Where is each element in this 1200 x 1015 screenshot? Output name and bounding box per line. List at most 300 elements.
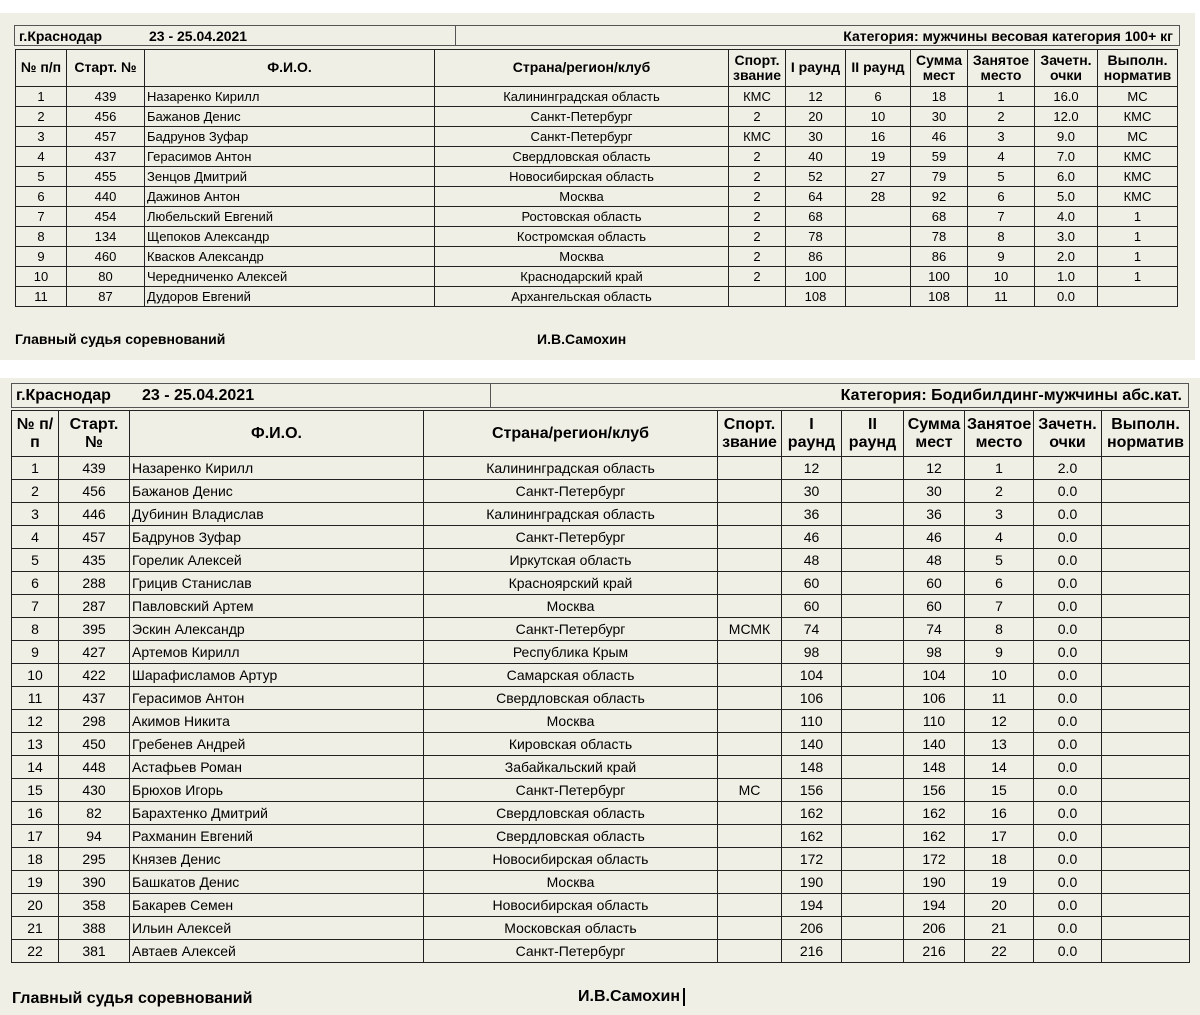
col-name-cell: Гребенев Андрей: [130, 733, 424, 756]
col-round-1-cell: 162: [782, 802, 842, 825]
col-sum-cell: 104: [904, 664, 965, 687]
col-name-cell: Бадрунов Зуфар: [145, 127, 435, 147]
col-rank-header: Спорт. звание: [729, 50, 786, 87]
col-sum-cell: 68: [911, 207, 968, 227]
col-sum-cell: 59: [911, 147, 968, 167]
col-points-cell: 0.0: [1034, 802, 1102, 825]
col-norm-cell: 1: [1098, 207, 1178, 227]
col-num-cell: 2: [12, 480, 59, 503]
table-row: [12, 687, 1190, 710]
col-round-2-cell: [842, 549, 904, 572]
col-place-cell: 4: [968, 147, 1035, 167]
col-start-no-cell: 295: [59, 848, 130, 871]
table-row: [12, 480, 1190, 503]
col-region-cell: Санкт-Петербург: [435, 107, 729, 127]
col-norm-cell: [1102, 848, 1190, 871]
col-region-cell: Московская область: [424, 917, 718, 940]
col-points-cell: 6.0: [1035, 167, 1098, 187]
col-place-cell: 7: [965, 595, 1034, 618]
col-place-cell: 8: [968, 227, 1035, 247]
col-points-cell: 1.0: [1035, 267, 1098, 287]
col-num-cell: 7: [16, 207, 67, 227]
col-points-cell: 16.0: [1035, 87, 1098, 107]
table-row: [12, 618, 1190, 641]
col-round-2-cell: [842, 825, 904, 848]
col-region-cell: Санкт-Петербург: [424, 940, 718, 963]
col-points-cell: 0.0: [1034, 572, 1102, 595]
col-start-no-cell: 460: [67, 247, 145, 267]
col-norm-header: Выполн. норматив: [1102, 411, 1190, 457]
col-name-cell: Зенцов Дмитрий: [145, 167, 435, 187]
col-start-no-cell: 450: [59, 733, 130, 756]
col-round-2-cell: 6: [846, 87, 911, 107]
text-cursor: [683, 988, 685, 1006]
col-rank-cell: [718, 572, 782, 595]
col-place-cell: 5: [968, 167, 1035, 187]
col-round-2-cell: [842, 664, 904, 687]
table-row: [16, 107, 1178, 127]
col-sum-cell: 48: [904, 549, 965, 572]
col-place-header: Занятое место: [965, 411, 1034, 457]
col-num-cell: 13: [12, 733, 59, 756]
table-row: [16, 127, 1178, 147]
col-start-no-header: Старт. №: [59, 411, 130, 457]
table-row: [12, 457, 1190, 480]
col-round-2-cell: [842, 457, 904, 480]
col-rank-cell: МСМК: [718, 618, 782, 641]
col-norm-cell: 1: [1098, 267, 1178, 287]
col-place-header: Занятое место: [968, 50, 1035, 87]
col-round-1-cell: 108: [786, 287, 846, 307]
col-points-cell: 0.0: [1034, 940, 1102, 963]
col-name-cell: Брюхов Игорь: [130, 779, 424, 802]
table-row: [12, 756, 1190, 779]
col-sum-cell: 78: [911, 227, 968, 247]
col-norm-header: Выполн. норматив: [1098, 50, 1178, 87]
col-sum-cell: 36: [904, 503, 965, 526]
col-start-no-cell: 395: [59, 618, 130, 641]
col-round-1-cell: 104: [782, 664, 842, 687]
col-points-cell: 4.0: [1035, 207, 1098, 227]
col-place-cell: 2: [965, 480, 1034, 503]
col-num-header: № п/п: [16, 50, 67, 87]
table-row: [12, 802, 1190, 825]
col-place-cell: 10: [968, 267, 1035, 287]
col-sum-cell: 190: [904, 871, 965, 894]
col-round-2-cell: [842, 871, 904, 894]
col-name-cell: Бажанов Денис: [145, 107, 435, 127]
col-round-2-cell: [842, 480, 904, 503]
col-norm-cell: [1102, 480, 1190, 503]
table-row: [12, 526, 1190, 549]
col-round-1-cell: 190: [782, 871, 842, 894]
col-start-no-cell: 80: [67, 267, 145, 287]
col-round-1-header: I раунд: [786, 50, 846, 87]
col-num-cell: 14: [12, 756, 59, 779]
col-points-cell: 0.0: [1034, 480, 1102, 503]
col-num-cell: 6: [16, 187, 67, 207]
col-num-cell: 11: [12, 687, 59, 710]
col-region-cell: Санкт-Петербург: [435, 127, 729, 147]
table-row: [16, 187, 1178, 207]
table-row: [16, 87, 1178, 107]
col-name-cell: Герасимов Антон: [130, 687, 424, 710]
judge-label-1: Главный судья соревнований: [15, 331, 226, 347]
col-norm-cell: МС: [1098, 127, 1178, 147]
col-num-cell: 17: [12, 825, 59, 848]
col-rank-cell: КМС: [729, 127, 786, 147]
col-round-2-header: II раунд: [842, 411, 904, 457]
col-points-cell: 0.0: [1034, 526, 1102, 549]
col-round-1-cell: 12: [786, 87, 846, 107]
col-num-cell: 8: [12, 618, 59, 641]
col-num-cell: 3: [12, 503, 59, 526]
col-name-cell: Шарафисламов Артур: [130, 664, 424, 687]
col-rank-cell: [718, 940, 782, 963]
col-round-2-cell: 16: [846, 127, 911, 147]
col-round-1-header: I раунд: [782, 411, 842, 457]
col-round-2-cell: [842, 940, 904, 963]
col-rank-cell: [718, 480, 782, 503]
col-rank-cell: [718, 526, 782, 549]
col-round-1-cell: 216: [782, 940, 842, 963]
col-sum-cell: 156: [904, 779, 965, 802]
col-start-no-cell: 456: [67, 107, 145, 127]
col-round-2-cell: 19: [846, 147, 911, 167]
col-sum-cell: 60: [904, 572, 965, 595]
col-rank-cell: [718, 664, 782, 687]
col-norm-cell: [1102, 549, 1190, 572]
col-region-cell: Новосибирская область: [424, 894, 718, 917]
col-num-cell: 20: [12, 894, 59, 917]
col-sum-cell: 12: [904, 457, 965, 480]
col-place-cell: 21: [965, 917, 1034, 940]
col-round-2-cell: [842, 618, 904, 641]
col-round-1-cell: 98: [782, 641, 842, 664]
col-name-cell: Павловский Артем: [130, 595, 424, 618]
col-name-cell: Дажинов Антон: [145, 187, 435, 207]
col-region-cell: Санкт-Петербург: [424, 618, 718, 641]
col-place-cell: 12: [965, 710, 1034, 733]
table-row: [12, 848, 1190, 871]
col-start-no-cell: 439: [67, 87, 145, 107]
col-round-1-cell: 148: [782, 756, 842, 779]
table-row: [12, 641, 1190, 664]
col-round-2-cell: [842, 848, 904, 871]
col-start-no-cell: 457: [59, 526, 130, 549]
col-rank-cell: 2: [729, 187, 786, 207]
col-start-no-cell: 440: [67, 187, 145, 207]
col-rank-cell: [718, 457, 782, 480]
col-start-no-cell: 437: [67, 147, 145, 167]
col-region-cell: Санкт-Петербург: [424, 779, 718, 802]
col-round-1-cell: 12: [782, 457, 842, 480]
col-region-cell: Республика Крым: [424, 641, 718, 664]
col-sum-cell: 148: [904, 756, 965, 779]
col-round-2-header: II раунд: [846, 50, 911, 87]
col-name-cell: Князев Денис: [130, 848, 424, 871]
col-sum-cell: 46: [911, 127, 968, 147]
col-round-2-cell: [842, 687, 904, 710]
col-sum-cell: 108: [911, 287, 968, 307]
table-row: [16, 207, 1178, 227]
col-round-1-cell: 194: [782, 894, 842, 917]
col-num-cell: 5: [16, 167, 67, 187]
col-start-no-cell: 446: [59, 503, 130, 526]
col-region-cell: Свердловская область: [424, 825, 718, 848]
col-norm-cell: [1102, 917, 1190, 940]
col-start-no-cell: 134: [67, 227, 145, 247]
col-points-cell: 0.0: [1034, 549, 1102, 572]
col-start-no-cell: 94: [59, 825, 130, 848]
col-round-1-cell: 30: [786, 127, 846, 147]
col-region-cell: Красноярский край: [424, 572, 718, 595]
col-norm-cell: КМС: [1098, 167, 1178, 187]
results-table-2: [11, 410, 1190, 963]
col-round-2-cell: [842, 595, 904, 618]
col-round-2-cell: [842, 917, 904, 940]
col-place-cell: 11: [968, 287, 1035, 307]
col-name-cell: Грицив Станислав: [130, 572, 424, 595]
col-num-cell: 11: [16, 287, 67, 307]
col-num-cell: 19: [12, 871, 59, 894]
col-round-2-cell: [842, 641, 904, 664]
table-row: [12, 664, 1190, 687]
col-sum-cell: 162: [904, 825, 965, 848]
col-place-cell: 4: [965, 526, 1034, 549]
col-rank-header: Спорт. звание: [718, 411, 782, 457]
col-name-cell: Дубинин Владислав: [130, 503, 424, 526]
col-points-cell: 0.0: [1034, 595, 1102, 618]
col-points-cell: 0.0: [1034, 917, 1102, 940]
col-points-cell: 0.0: [1034, 664, 1102, 687]
col-region-header: Страна/регион/клуб: [435, 50, 729, 87]
col-region-cell: Иркутская область: [424, 549, 718, 572]
col-region-cell: Краснодарский край: [435, 267, 729, 287]
col-points-cell: 0.0: [1034, 871, 1102, 894]
col-num-cell: 2: [16, 107, 67, 127]
col-rank-cell: 2: [729, 107, 786, 127]
col-points-cell: 0.0: [1034, 756, 1102, 779]
protocol-1-header: [14, 25, 1180, 46]
col-round-1-cell: 78: [786, 227, 846, 247]
col-region-cell: Москва: [424, 871, 718, 894]
col-place-cell: 17: [965, 825, 1034, 848]
col-region-cell: Москва: [435, 187, 729, 207]
table-row: [12, 894, 1190, 917]
col-num-cell: 3: [16, 127, 67, 147]
col-place-cell: 10: [965, 664, 1034, 687]
table-row: [12, 503, 1190, 526]
col-rank-cell: МС: [718, 779, 782, 802]
col-start-no-cell: 390: [59, 871, 130, 894]
col-place-cell: 16: [965, 802, 1034, 825]
col-points-cell: 0.0: [1034, 687, 1102, 710]
col-rank-cell: 2: [729, 247, 786, 267]
col-name-cell: Автаев Алексей: [130, 940, 424, 963]
col-sum-cell: 100: [911, 267, 968, 287]
col-round-1-cell: 140: [782, 733, 842, 756]
col-norm-cell: 1: [1098, 247, 1178, 267]
col-sum-cell: 46: [904, 526, 965, 549]
col-norm-cell: [1102, 802, 1190, 825]
col-start-no-cell: 427: [59, 641, 130, 664]
col-region-header: Страна/регион/клуб: [424, 411, 718, 457]
col-points-cell: 0.0: [1034, 503, 1102, 526]
col-sum-header: Сумма мест: [911, 50, 968, 87]
col-rank-cell: 2: [729, 167, 786, 187]
col-sum-cell: 74: [904, 618, 965, 641]
col-norm-cell: [1102, 940, 1190, 963]
col-name-cell: Астафьев Роман: [130, 756, 424, 779]
col-round-2-cell: [842, 710, 904, 733]
judge-name-1: И.В.Самохин: [537, 331, 627, 347]
col-norm-cell: [1102, 825, 1190, 848]
col-start-no-cell: 87: [67, 287, 145, 307]
col-round-2-cell: [846, 247, 911, 267]
col-name-cell: Бажанов Денис: [130, 480, 424, 503]
col-round-1-cell: 172: [782, 848, 842, 871]
col-points-cell: 3.0: [1035, 227, 1098, 247]
col-rank-cell: [718, 756, 782, 779]
col-sum-cell: 86: [911, 247, 968, 267]
col-round-1-cell: 60: [782, 572, 842, 595]
col-place-cell: 1: [968, 87, 1035, 107]
results-table-1-body: [16, 87, 1178, 307]
col-place-cell: 8: [965, 618, 1034, 641]
col-start-no-cell: 288: [59, 572, 130, 595]
col-place-cell: 22: [965, 940, 1034, 963]
col-points-cell: 0.0: [1034, 825, 1102, 848]
col-region-cell: Архангельская область: [435, 287, 729, 307]
col-region-cell: Москва: [424, 710, 718, 733]
col-num-cell: 1: [16, 87, 67, 107]
col-start-no-cell: 437: [59, 687, 130, 710]
col-round-1-cell: 68: [786, 207, 846, 227]
col-norm-cell: [1102, 572, 1190, 595]
col-num-cell: 9: [12, 641, 59, 664]
col-round-2-cell: [842, 503, 904, 526]
col-round-1-cell: 86: [786, 247, 846, 267]
col-place-cell: 6: [968, 187, 1035, 207]
col-place-cell: 19: [965, 871, 1034, 894]
col-start-no-cell: 430: [59, 779, 130, 802]
col-name-cell: Ильин Алексей: [130, 917, 424, 940]
col-start-no-cell: 358: [59, 894, 130, 917]
col-points-cell: 0.0: [1034, 848, 1102, 871]
col-start-no-cell: 82: [59, 802, 130, 825]
results-table-2-header: [12, 411, 1190, 457]
judge-label-2: Главный судья соревнований: [12, 990, 253, 1007]
col-region-cell: Санкт-Петербург: [424, 526, 718, 549]
col-round-1-cell: 52: [786, 167, 846, 187]
col-round-1-cell: 20: [786, 107, 846, 127]
col-name-cell: Бадрунов Зуфар: [130, 526, 424, 549]
col-region-cell: Забайкальский край: [424, 756, 718, 779]
col-region-cell: Свердловская область: [424, 687, 718, 710]
table-row: [16, 267, 1178, 287]
col-name-cell: Эскин Александр: [130, 618, 424, 641]
col-sum-cell: 162: [904, 802, 965, 825]
col-name-header: Ф.И.О.: [130, 411, 424, 457]
col-num-cell: 5: [12, 549, 59, 572]
col-num-cell: 22: [12, 940, 59, 963]
col-rank-cell: [718, 871, 782, 894]
col-rank-cell: [718, 710, 782, 733]
col-region-cell: Самарская область: [424, 664, 718, 687]
col-start-no-cell: 422: [59, 664, 130, 687]
dates-label: 23 - 25.04.2021: [149, 27, 248, 44]
col-rank-cell: [718, 848, 782, 871]
col-name-cell: Акимов Никита: [130, 710, 424, 733]
col-round-1-cell: 36: [782, 503, 842, 526]
col-name-cell: Щепоков Александр: [145, 227, 435, 247]
col-region-cell: Москва: [424, 595, 718, 618]
col-num-cell: 4: [12, 526, 59, 549]
col-norm-cell: [1102, 526, 1190, 549]
col-rank-cell: 2: [729, 227, 786, 247]
col-sum-cell: 206: [904, 917, 965, 940]
col-round-1-cell: 64: [786, 187, 846, 207]
col-start-no-cell: 388: [59, 917, 130, 940]
col-round-1-cell: 30: [782, 480, 842, 503]
col-start-no-cell: 454: [67, 207, 145, 227]
col-num-cell: 9: [16, 247, 67, 267]
city-label: г.Краснодар: [19, 27, 103, 44]
col-norm-cell: [1102, 664, 1190, 687]
col-round-1-cell: 206: [782, 917, 842, 940]
col-name-cell: Рахманин Евгений: [130, 825, 424, 848]
col-points-cell: 0.0: [1034, 733, 1102, 756]
col-round-2-cell: [846, 227, 911, 247]
col-region-cell: Калининградская область: [435, 87, 729, 107]
col-rank-cell: [718, 687, 782, 710]
col-place-cell: 9: [965, 641, 1034, 664]
col-name-cell: Назаренко Кирилл: [130, 457, 424, 480]
table-row: [12, 733, 1190, 756]
col-points-cell: 0.0: [1035, 287, 1098, 307]
col-place-cell: 14: [965, 756, 1034, 779]
city-label: г.Краснодар: [16, 386, 111, 404]
col-start-no-cell: 439: [59, 457, 130, 480]
col-points-cell: 9.0: [1035, 127, 1098, 147]
col-name-cell: Артемов Кирилл: [130, 641, 424, 664]
results-table-2-body: [12, 457, 1190, 963]
table-row: [12, 710, 1190, 733]
col-points-header: Зачетн. очки: [1035, 50, 1098, 87]
col-region-cell: Свердловская область: [435, 147, 729, 167]
col-round-1-cell: 106: [782, 687, 842, 710]
col-sum-cell: 110: [904, 710, 965, 733]
col-place-cell: 3: [968, 127, 1035, 147]
dates-label: 23 - 25.04.2021: [142, 386, 255, 404]
col-place-cell: 11: [965, 687, 1034, 710]
col-points-cell: 7.0: [1035, 147, 1098, 167]
col-sum-cell: 140: [904, 733, 965, 756]
col-round-1-cell: 162: [782, 825, 842, 848]
col-rank-cell: [718, 917, 782, 940]
table-row: [12, 595, 1190, 618]
col-norm-cell: [1102, 595, 1190, 618]
header-divider: [490, 384, 491, 407]
table-row: [16, 167, 1178, 187]
col-region-cell: Санкт-Петербург: [424, 480, 718, 503]
judge-name-2-wrap: [578, 988, 685, 1006]
col-place-cell: 2: [968, 107, 1035, 127]
col-rank-cell: [718, 802, 782, 825]
col-region-cell: Калининградская область: [424, 503, 718, 526]
col-round-1-cell: 60: [782, 595, 842, 618]
